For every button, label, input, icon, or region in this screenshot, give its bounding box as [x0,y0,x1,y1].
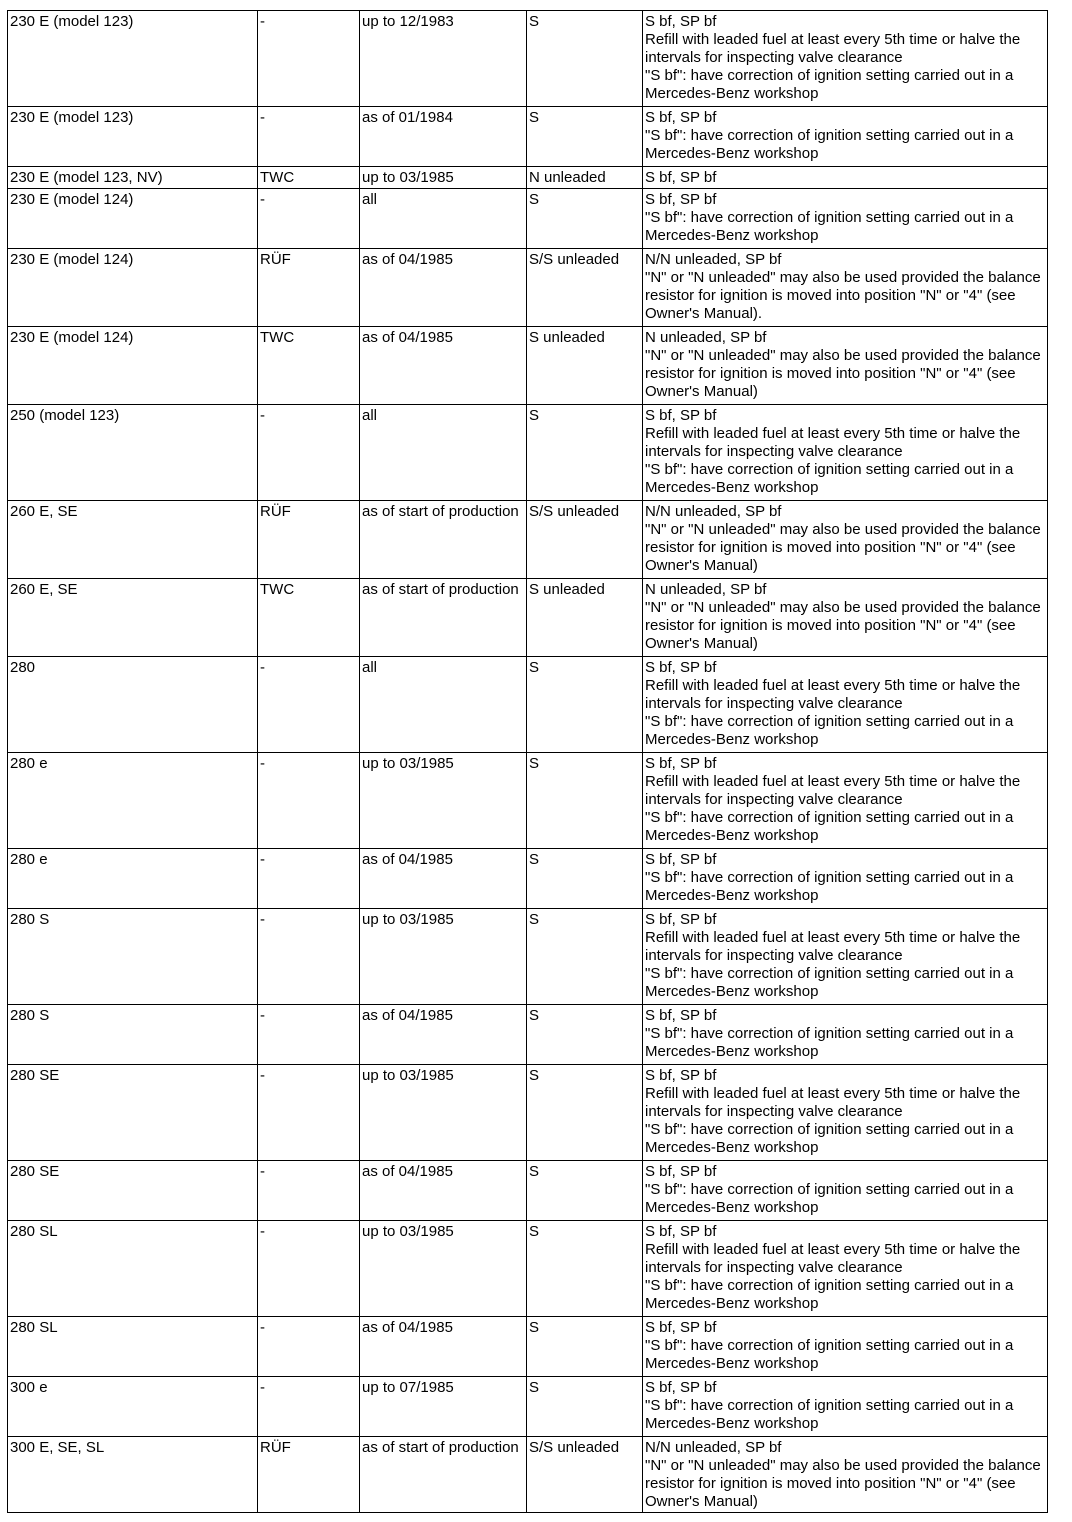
model-cell: 260 E, SE [8,501,258,579]
catalyst-cell: RÜF [258,501,360,579]
production-cell: as of 04/1985 [360,327,527,405]
model-cell: 260 E, SE [8,579,258,657]
fuel-cell: N unleaded [527,167,643,189]
production-cell: as of start of production [360,1437,527,1513]
production-cell: as of 01/1984 [360,107,527,167]
notes-cell: S bf, SP bf "S bf": have correction of ignition setting carried out in a Mercedes-Benz workshop [643,1005,1048,1065]
notes-cell: S bf, SP bf Refill with leaded fuel at least every 5th time or halve the intervals for inspecting valve clearance "S bf": have correction of ignition setting carried out in a Mercedes-Benz workshop [643,1221,1048,1317]
production-cell: up to 03/1985 [360,1065,527,1161]
catalyst-cell: - [258,1317,360,1377]
production-cell: all [360,405,527,501]
notes-cell: S bf, SP bf "S bf": have correction of ignition setting carried out in a Mercedes-Benz workshop [643,849,1048,909]
production-cell: as of 04/1985 [360,1005,527,1065]
production-cell: up to 03/1985 [360,167,527,189]
table-row [8,249,1048,327]
fuel-cell: S [527,753,643,849]
production-cell: all [360,189,527,249]
production-cell: as of start of production [360,579,527,657]
catalyst-cell: - [258,11,360,107]
fuel-cell: S [527,1221,643,1317]
model-cell: 230 E (model 124) [8,327,258,405]
table-row [8,167,1048,189]
fuel-cell: S [527,11,643,107]
production-cell: as of 04/1985 [360,249,527,327]
catalyst-cell: TWC [258,579,360,657]
production-cell: up to 03/1985 [360,1221,527,1317]
model-cell: 300 e [8,1377,258,1437]
table-row [8,657,1048,753]
table-row [8,1437,1048,1513]
table-row [8,11,1048,107]
fuel-cell: S [527,405,643,501]
model-cell: 280 e [8,849,258,909]
model-cell: 300 E, SE, SL [8,1437,258,1513]
table-row [8,849,1048,909]
fuel-cell: S [527,1005,643,1065]
fuel-cell: S unleaded [527,327,643,405]
notes-cell: S bf, SP bf "S bf": have correction of ignition setting carried out in a Mercedes-Benz workshop [643,1161,1048,1221]
catalyst-cell: - [258,849,360,909]
fuel-cell: S [527,657,643,753]
notes-cell: N unleaded, SP bf "N" or "N unleaded" may also be used provided the balance resistor for ignition is moved into position "N" or "4" (see Owner's Manual) [643,327,1048,405]
table-row [8,501,1048,579]
table-row [8,1065,1048,1161]
fuel-cell: S/S unleaded [527,249,643,327]
model-cell: 280 [8,657,258,753]
table-row [8,405,1048,501]
table-row [8,1005,1048,1065]
fuel-cell: S unleaded [527,579,643,657]
catalyst-cell: - [258,1005,360,1065]
catalyst-cell: - [258,753,360,849]
catalyst-cell: - [258,657,360,753]
production-cell: up to 07/1985 [360,1377,527,1437]
table-row [8,579,1048,657]
notes-cell: S bf, SP bf "S bf": have correction of ignition setting carried out in a Mercedes-Benz workshop [643,1317,1048,1377]
model-cell: 250 (model 123) [8,405,258,501]
fuel-cell: S [527,1161,643,1221]
catalyst-cell: - [258,405,360,501]
production-cell: as of start of production [360,501,527,579]
notes-cell: S bf, SP bf Refill with leaded fuel at least every 5th time or halve the intervals for inspecting valve clearance "S bf": have correction of ignition setting carried out in a Mercedes-Benz workshop [643,11,1048,107]
notes-cell: S bf, SP bf [643,167,1048,189]
model-cell: 230 E (model 123) [8,107,258,167]
notes-cell: S bf, SP bf Refill with leaded fuel at least every 5th time or halve the intervals for inspecting valve clearance "S bf": have correction of ignition setting carried out in a Mercedes-Benz workshop [643,1065,1048,1161]
table-row [8,1161,1048,1221]
catalyst-cell: RÜF [258,1437,360,1513]
model-cell: 280 e [8,753,258,849]
table-row [8,107,1048,167]
notes-cell: S bf, SP bf "S bf": have correction of ignition setting carried out in a Mercedes-Benz workshop [643,107,1048,167]
model-cell: 280 SE [8,1161,258,1221]
notes-cell: S bf, SP bf "S bf": have correction of ignition setting carried out in a Mercedes-Benz workshop [643,189,1048,249]
catalyst-cell: RÜF [258,249,360,327]
notes-cell: N unleaded, SP bf "N" or "N unleaded" may also be used provided the balance resistor for ignition is moved into position "N" or "4" (see Owner's Manual) [643,579,1048,657]
notes-cell: N/N unleaded, SP bf "N" or "N unleaded" may also be used provided the balance resistor for ignition is moved into position "N" or "4" (see Owner's Manual). [643,249,1048,327]
production-cell: up to 03/1985 [360,909,527,1005]
production-cell: as of 04/1985 [360,1161,527,1221]
model-cell: 230 E (model 124) [8,189,258,249]
model-cell: 230 E (model 124) [8,249,258,327]
catalyst-cell: - [258,1221,360,1317]
model-cell: 280 SL [8,1221,258,1317]
notes-cell: N/N unleaded, SP bf "N" or "N unleaded" may also be used provided the balance resistor for ignition is moved into position "N" or "4" (see Owner's Manual) [643,501,1048,579]
fuel-cell: S [527,849,643,909]
notes-cell: S bf, SP bf Refill with leaded fuel at least every 5th time or halve the intervals for inspecting valve clearance "S bf": have correction of ignition setting carried out in a Mercedes-Benz workshop [643,753,1048,849]
production-cell: as of 04/1985 [360,1317,527,1377]
catalyst-cell: - [258,1065,360,1161]
fuel-cell: S/S unleaded [527,1437,643,1513]
model-cell: 280 S [8,909,258,1005]
fuel-recommendation-table [7,10,1048,1513]
table-row [8,327,1048,405]
table-row [8,1377,1048,1437]
model-cell: 280 SE [8,1065,258,1161]
production-cell: up to 12/1983 [360,11,527,107]
model-cell: 230 E (model 123) [8,11,258,107]
catalyst-cell: TWC [258,327,360,405]
catalyst-cell: - [258,1161,360,1221]
fuel-cell: S [527,1377,643,1437]
table-row [8,753,1048,849]
catalyst-cell: - [258,107,360,167]
fuel-cell: S/S unleaded [527,501,643,579]
notes-cell: N/N unleaded, SP bf "N" or "N unleaded" may also be used provided the balance resistor for ignition is moved into position "N" or "4" (see Owner's Manual) [643,1437,1048,1513]
catalyst-cell: TWC [258,167,360,189]
table-row [8,1221,1048,1317]
table-body [8,11,1048,1513]
fuel-cell: S [527,107,643,167]
table-row [8,909,1048,1005]
notes-cell: S bf, SP bf Refill with leaded fuel at least every 5th time or halve the intervals for inspecting valve clearance "S bf": have correction of ignition setting carried out in a Mercedes-Benz workshop [643,405,1048,501]
model-cell: 280 S [8,1005,258,1065]
catalyst-cell: - [258,1377,360,1437]
catalyst-cell: - [258,189,360,249]
notes-cell: S bf, SP bf "S bf": have correction of ignition setting carried out in a Mercedes-Benz workshop [643,1377,1048,1437]
table-row [8,1317,1048,1377]
fuel-cell: S [527,189,643,249]
table-row [8,189,1048,249]
model-cell: 230 E (model 123, NV) [8,167,258,189]
fuel-cell: S [527,1317,643,1377]
production-cell: all [360,657,527,753]
notes-cell: S bf, SP bf Refill with leaded fuel at least every 5th time or halve the intervals for inspecting valve clearance "S bf": have correction of ignition setting carried out in a Mercedes-Benz workshop [643,657,1048,753]
model-cell: 280 SL [8,1317,258,1377]
notes-cell: S bf, SP bf Refill with leaded fuel at least every 5th time or halve the intervals for inspecting valve clearance "S bf": have correction of ignition setting carried out in a Mercedes-Benz workshop [643,909,1048,1005]
fuel-cell: S [527,909,643,1005]
fuel-cell: S [527,1065,643,1161]
production-cell: up to 03/1985 [360,753,527,849]
production-cell: as of 04/1985 [360,849,527,909]
catalyst-cell: - [258,909,360,1005]
